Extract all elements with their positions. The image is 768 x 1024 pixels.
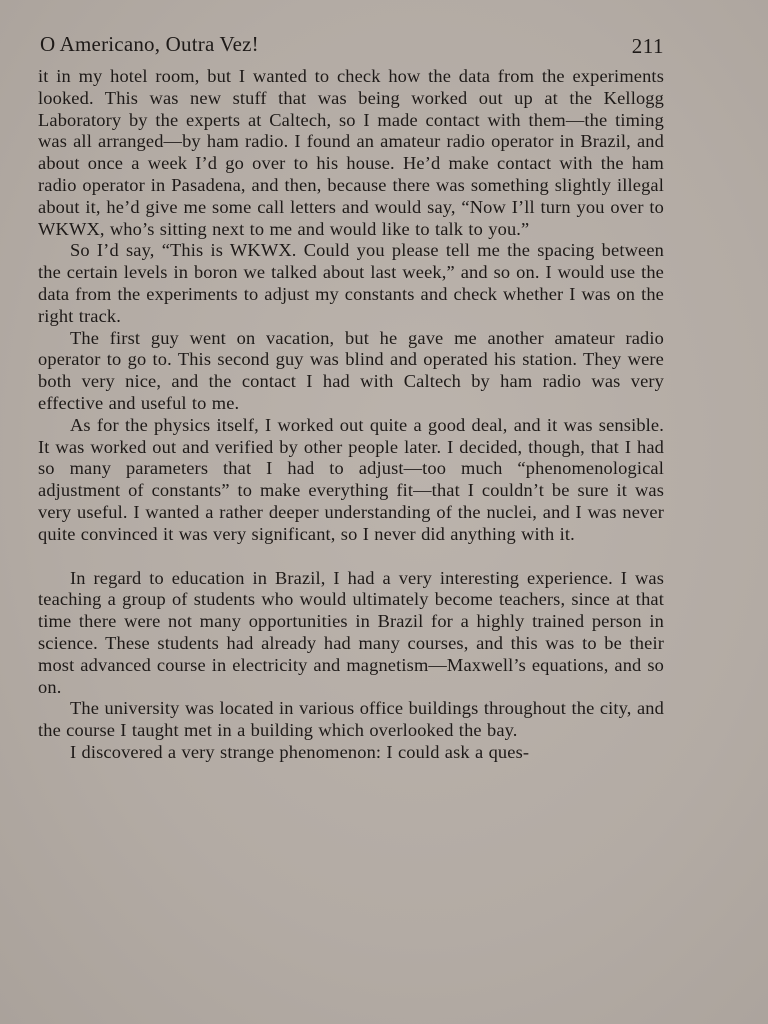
paragraph-7: I discovered a very strange phenomenon: I could ask a ques- xyxy=(70,741,530,762)
section-break xyxy=(38,546,664,568)
paragraph-4: As for the physics itself, I worked out quite a good deal, and it was sensible. It was worked out and verified by other people later. I decided, though, that I had so many parameters that I had to adjust—too much “phenomenological adjustment of constants” to make everything fit—that I couldn’t be sure it was very useful. I wanted a rather deeper understanding of the nuclei, and I was never quite convinced it was very significant, so I never did anything with it. xyxy=(38,414,664,544)
body-text xyxy=(38,66,664,764)
paragraph-6: The university was located in various office buildings throughout the city, and the course I taught met in a building which overlooked the bay. xyxy=(38,698,664,741)
chapter-title: O Americano, Outra Vez! xyxy=(40,32,259,56)
paragraph-5: In regard to education in Brazil, I had a very interesting experience. I was teaching a group of students who would ultimately become teachers, since at that time there were not many opportunities in Brazil for a highly trained person in science. These students had already had many courses, and this was to be their most advanced course in electricity and magnetism—Maxwell’s equations, and so on. xyxy=(38,567,664,697)
running-head xyxy=(40,32,668,62)
page-number: 211 xyxy=(631,34,664,58)
paragraph-1: it in my hotel room, but I wanted to check how the data from the experiments looked. This was new stuff that was being worked out up at the Kellogg Laboratory by the experts at Caltech, so I made contact with them—the timing was all arranged—by ham radio. I found an amateur radio operator in Brazil, and about once a week I’d go over to his house. He’d make contact with the ham radio operator in Pasadena, and then, because there was something slightly illegal about it, he’d give me some call letters and would say, “Now I’ll turn you over to WKWX, who’s sitting next to me and would like to talk to you.” xyxy=(38,66,664,239)
paragraph-2: So I’d say, “This is WKWX. Could you please tell me the spacing between the certain levels in boron we talked about last week,” and so on. I would use the data from the experiments to adjust my constants and check whether I was on the right track. xyxy=(38,240,664,326)
paragraph-3: The first guy went on vacation, but he gave me another amateur radio operator to go to. This second guy was blind and operated his station. They were both very nice, and the contact I had with Caltech by ham radio was very effective and useful to me. xyxy=(38,327,664,413)
